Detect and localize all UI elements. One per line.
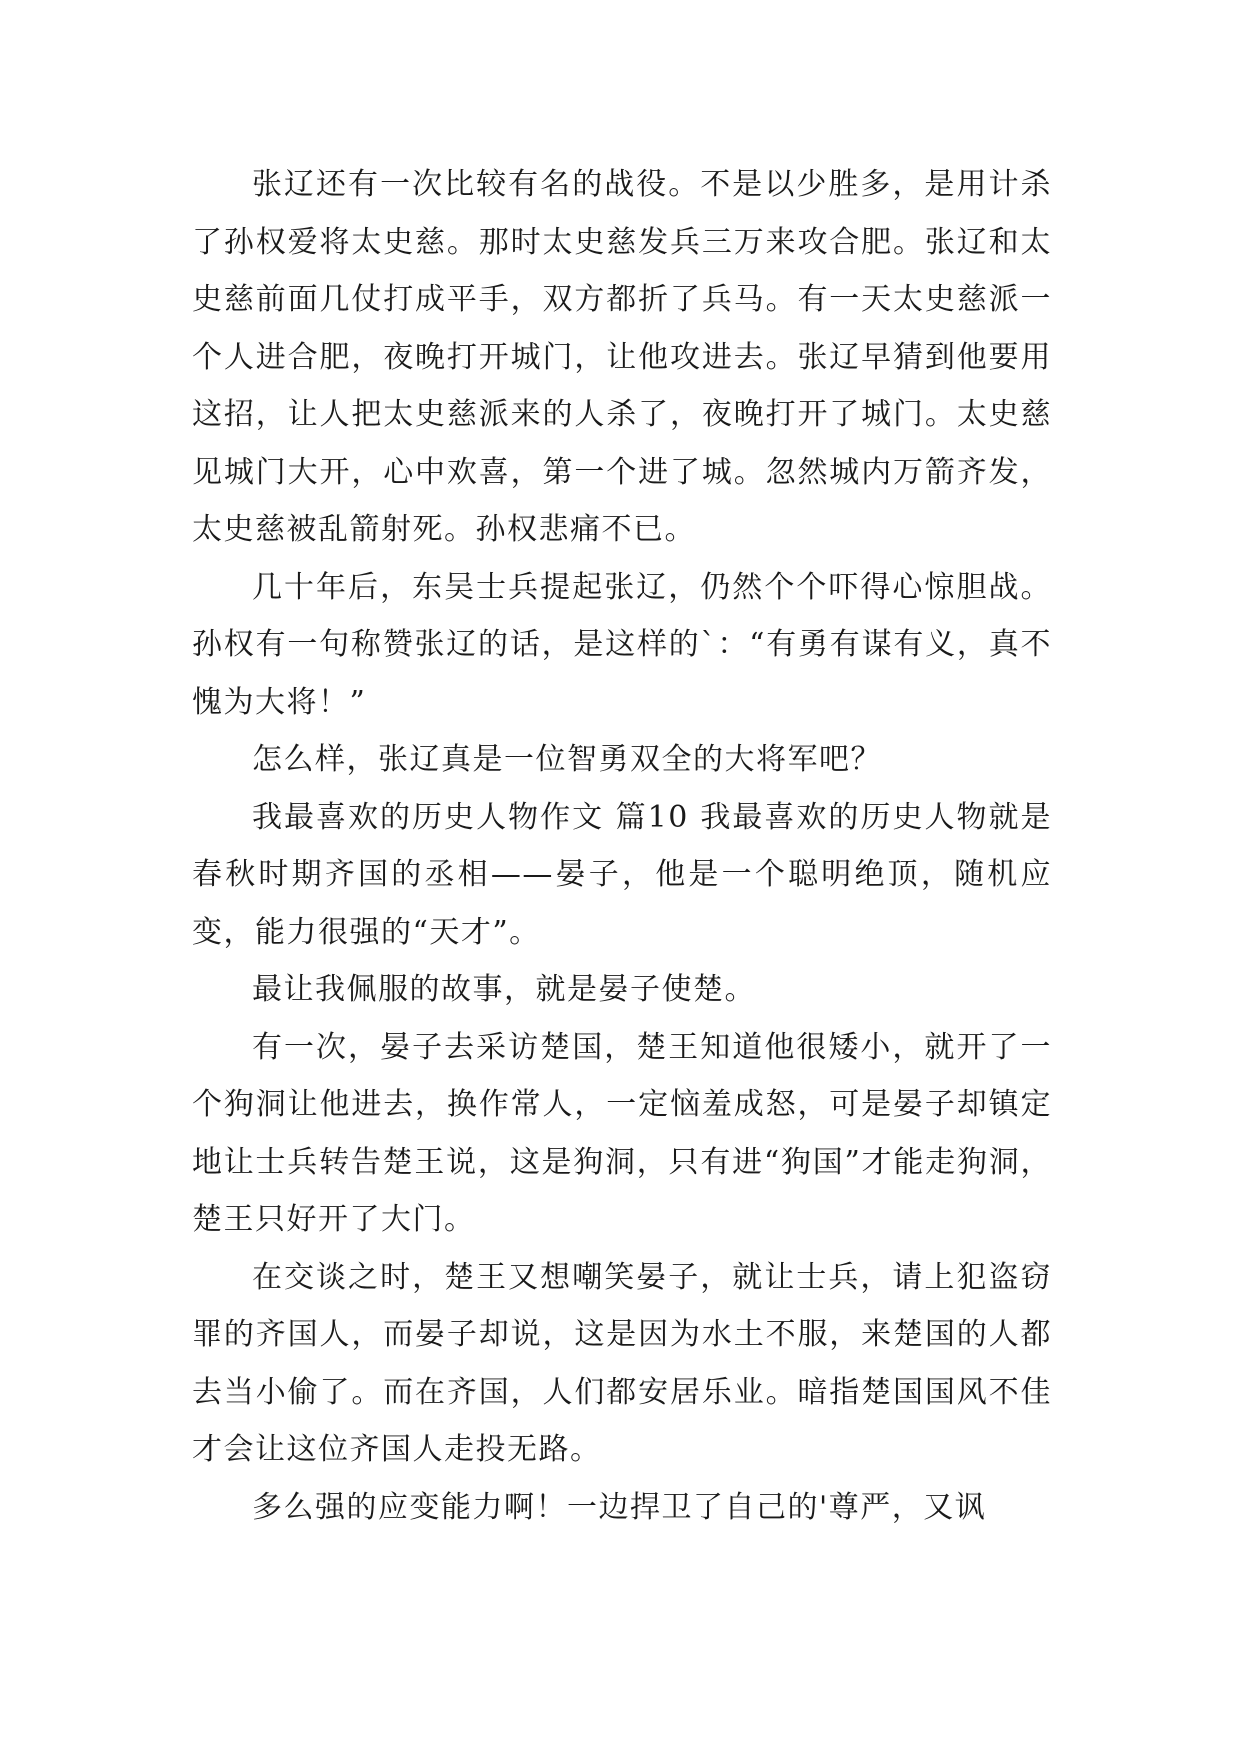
paragraph-dog-door: 有一次，晏子去采访楚国，楚王知道他很矮小，就开了一个狗洞让他进去，换作常人，一定恼羞成怒，可是晏子却镇定地让士兵转告楚王说，这是狗洞，只有进“狗国”才能走狗洞，楚王只好开了大门。 [192, 1029, 1052, 1237]
paragraph-wu-soldiers: 几十年后，东吴士兵提起张辽，仍然个个吓得心惊胆战。孙权有一句称赞张辽的话，是这样的`：“有勇有谋有义，真不愧为大将！” [192, 569, 1052, 720]
paragraph-conclusion: 怎么样，张辽真是一位智勇双全的大将军吧？ [252, 742, 882, 777]
paragraph-favorite-story: 最让我佩服的故事，就是晏子使楚。 [252, 972, 756, 1007]
paragraph-ability: 多么强的应变能力啊！一边捍卫了自己的'尊严，又讽 [252, 1489, 987, 1525]
paragraph-essay-10-intro: 我最喜欢的历史人物作文 篇10 我最喜欢的历史人物就是春秋时期齐国的丞相——晏子，他是一个聪明绝顶，随机应变，能力很强的“天才”。 [192, 799, 1052, 950]
paragraph-zhangliao-battle: 张辽还有一次比较有名的战役。不是以少胜多，是用计杀了孙权爱将太史慈。那时太史慈发兵三万来攻合肥。张辽和太史慈前面几仗打成平手，双方都折了兵马。有一天太史慈派一个人进合肥，夜晚打开城门，让他攻进去。张辽早猜到他要用这招，让人把太史慈派来的人杀了，夜晚打开了城门。太史慈见城门大开，心中欢喜，第一个进了城。忽然城内万箭齐发，太史慈被乱箭射死。孙权悲痛不已。 [192, 167, 1052, 547]
paragraph-thief: 在交谈之时，楚王又想嘲笑晏子，就让士兵，请上犯盗窃罪的齐国人，而晏子却说，这是因为水土不服，来楚国的人都去当小偷了。而在齐国，人们都安居乐业。暗指楚国国风不佳才会让这位齐国人走投无路。 [192, 1259, 1052, 1467]
document-body [192, 156, 1052, 1536]
